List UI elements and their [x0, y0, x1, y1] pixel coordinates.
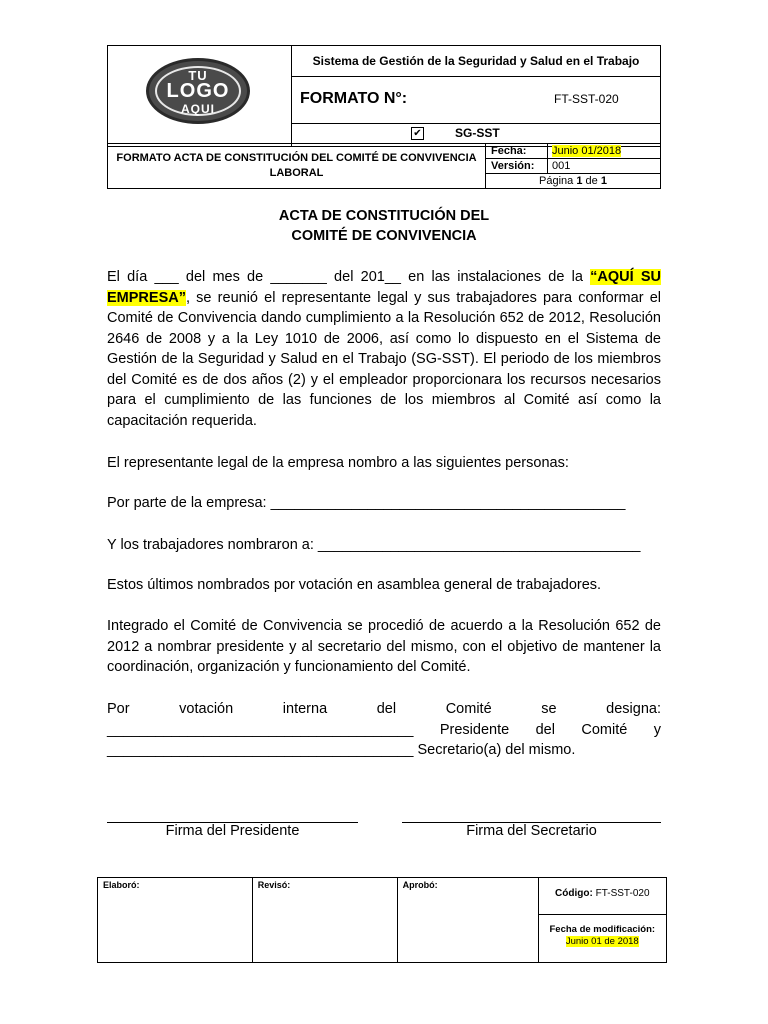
logo-line-3: AQUI: [181, 102, 215, 116]
formato-code: FT-SST-020: [554, 92, 619, 106]
field-company-members: Por parte de la empresa: ____________________________________________: [107, 495, 626, 511]
logo-line-1: TU: [188, 68, 208, 83]
fecha-value-cell: [548, 144, 661, 159]
paragraph-designation: [107, 699, 661, 761]
document-title: FORMATO ACTA DE CONSTITUCIÓN DEL COMITÉ DE CONVIVENCIA LABORAL: [108, 144, 486, 189]
field-worker-members: Y los trabajadores nombraron a: ________________________________________: [107, 537, 641, 553]
fecha-modificacion: Fecha de modificación: Junio 01 de 2018: [549, 924, 656, 947]
company-name-placeholder: “AQUÍ SU EMPRESA”: [107, 269, 661, 306]
acta-title: [107, 206, 661, 246]
reviso-cell: Revisó:: [252, 878, 397, 963]
paragraph-representative: El representante legal de la empresa nombro a las siguientes personas:: [107, 455, 569, 471]
paragraph-intro: El día ___ del mes de _______ del 201__ en las instalaciones de la “AQUÍ SU EMPRESA”, se reunió el representante legal y sus trabajadores para conformar el Comité de Convivencia dando cumplimiento a la Resolución 652 de 2012, Resolución 2646 de 2008 y a la Ley 1010 de 2006, así como lo dispuesto en el Sistema de Gestión de la Seguridad y Salud en el Trabajo (SG-SST). El periodo de los miembros del Comité es de dos años (2) y el empleador proporcionara los recursos necesarios para el cumplimiento de las funciones de los miembros al Comité así como la capacitación requerida.: [107, 269, 661, 429]
header-table: [107, 45, 661, 147]
logo-line-2: LOGO: [166, 80, 230, 102]
approval-table: [97, 877, 667, 963]
acta-title-line-2: COMITÉ DE CONVIVENCIA: [291, 228, 477, 244]
codigo: Código: FT-SST-020: [555, 888, 650, 899]
elaboro-cell: Elaboró:: [98, 878, 253, 963]
acta-title-line-1: ACTA DE CONSTITUCIÓN DEL: [278, 208, 490, 224]
logo-cell: [108, 46, 292, 147]
secretary-signature-label: Firma del Secretario: [466, 823, 597, 839]
fecha-value: Junio 01/2018: [552, 145, 622, 157]
page-number: Página 1 de 1: [486, 174, 661, 189]
system-title: Sistema de Gestión de la Seguridad y Salud en el Trabajo: [292, 46, 661, 77]
version-value: 001: [548, 159, 661, 174]
designation-line-2: ______________________________________ Secretario(a) del mismo.: [107, 742, 576, 758]
sgsst-label: SG-SST: [455, 126, 500, 140]
code-cell: [538, 878, 666, 963]
formato-row: [292, 77, 661, 124]
company-logo-placeholder: [146, 58, 250, 124]
aprobo-cell: Aprobó:: [397, 878, 538, 963]
president-signature-label: Firma del Presidente: [165, 823, 300, 839]
version-label: Versión:: [486, 159, 548, 174]
fecha-label: Fecha:: [486, 144, 548, 159]
document-info-table: [107, 143, 661, 189]
formato-label: FORMATO N°:: [300, 90, 408, 107]
paragraph-election: Estos últimos nombrados por votación en asamblea general de trabajadores.: [107, 577, 602, 593]
sgsst-checkbox[interactable]: ✔: [411, 127, 424, 140]
paragraph-integration: Integrado el Comité de Convivencia se procedió de acuerdo a la Resolución 652 de 2012 a nombrar presidente y al secretario del mismo, con el objetivo de mantener la coordinación, organización y funcionamiento del Comité.: [107, 618, 661, 675]
designation-line-1: Por votación interna del Comité se designa: ______________________________________ Presidente del Comité y: [107, 701, 661, 738]
